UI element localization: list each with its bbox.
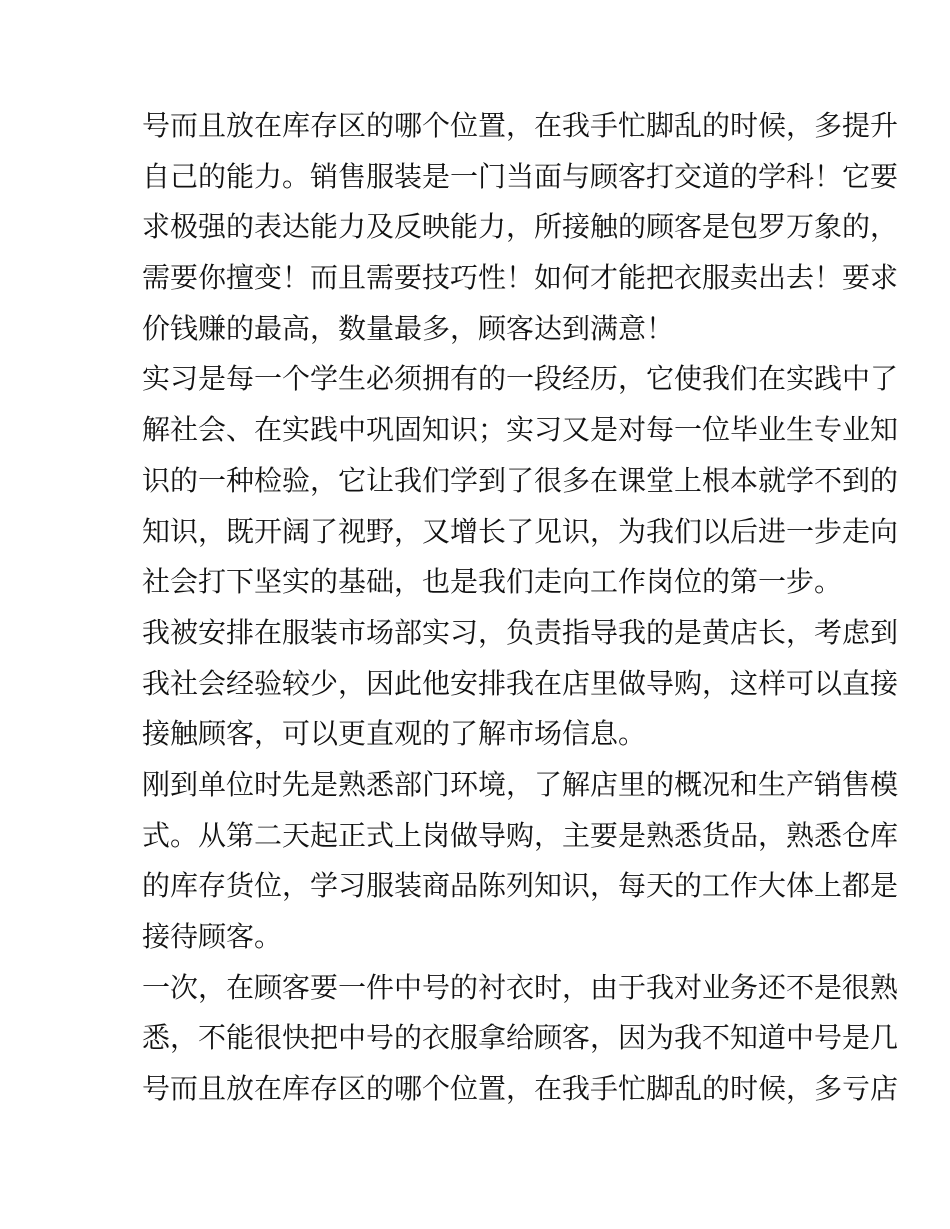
paragraph	[142, 760, 899, 963]
text-line: 号而且放在库存区的哪个位置，在我手忙脚乱的时候，多提升	[142, 109, 899, 142]
text-line: 实习是每一个学生必须拥有的一段经历，它使我们在实践中了	[142, 362, 899, 396]
paragraph	[142, 608, 899, 760]
paragraph	[142, 963, 899, 1115]
text-line: 识的一种检验，它让我们学到了很多在课堂上根本就学不到的	[142, 463, 899, 497]
paragraph	[142, 101, 899, 354]
text-line: 我社会经验较少，因此他安排我在店里做导购，这样可以直接	[142, 666, 899, 700]
text-line: 式。从第二天起正式上岗做导购，主要是熟悉货品，熟悉仓库	[142, 818, 899, 852]
text-line: 悉，不能很快把中号的衣服拿给顾客，因为我不知道中号是几	[142, 1021, 899, 1055]
text-line: 接触顾客，可以更直观的了解市场信息。	[142, 717, 647, 751]
text-line: 的库存货位，学习服装商品陈列知识，每天的工作大体上都是	[142, 869, 899, 903]
text-line: 我被安排在服装市场部实习，负责指导我的是黄店长，考虑到	[142, 615, 899, 649]
text-line: 社会打下坚实的基础，也是我们走向工作岗位的第一步。	[142, 565, 843, 599]
text-line: 知识，既开阔了视野，又增长了见识，为我们以后进一步走向	[142, 514, 899, 548]
text-line: 解社会、在实践中巩固知识；实习又是对每一位毕业生专业知	[142, 413, 899, 447]
text-line: 求极强的表达能力及反映能力，所接触的顾客是包罗万象的，	[142, 210, 899, 244]
text-line: 号而且放在库存区的哪个位置，在我手忙脚乱的时候，多亏店	[142, 1072, 899, 1106]
text-line: 接待顾客。	[142, 920, 283, 953]
text-line: 需要你擅变！而且需要技巧性！如何才能把衣服卖出去！要求	[142, 261, 899, 295]
text-line: 刚到单位时先是熟悉部门环境，了解店里的概况和生产销售模	[142, 767, 899, 801]
text-line: 价钱赚的最高，数量最多，顾客达到满意！	[142, 311, 675, 345]
text-line: 自己的能力。销售服装是一门当面与顾客打交道的学科！它要	[142, 159, 899, 193]
text-line: 一次，在顾客要一件中号的衬衣时，由于我对业务还不是很熟	[142, 970, 899, 1004]
paragraph	[142, 354, 899, 607]
document-page	[142, 101, 899, 1115]
